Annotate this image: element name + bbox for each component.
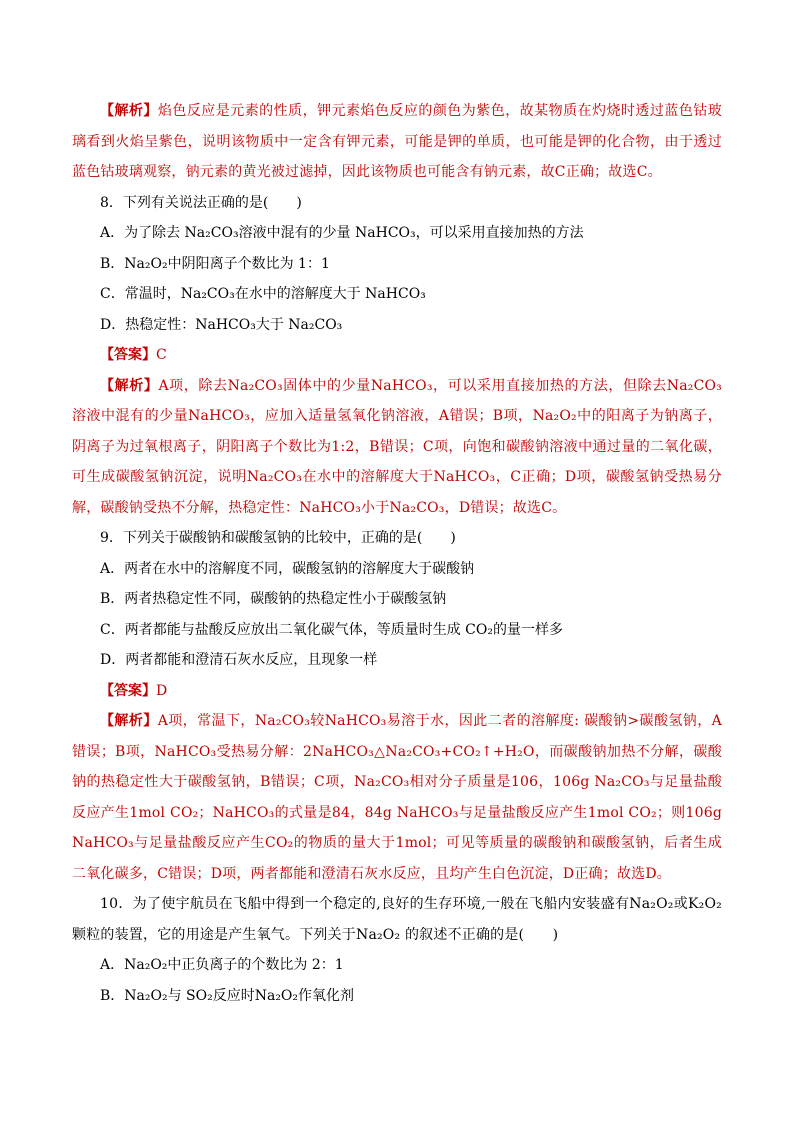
question-8-option-a: A．为了除去 Na₂CO₃溶液中混有的少量 NaHCO₃，可以采用直接加热的方法 — [100, 225, 584, 241]
question-9-option-d: D．两者都能和澄清石灰水反应，且现象一样 — [100, 652, 378, 668]
question-8-option-b: B．Na₂O₂中阴阳离子个数比为 1：1 — [100, 255, 330, 272]
analysis-q9 — [72, 706, 722, 889]
analysis-text: A项，常温下，Na₂CO₃较NaHCO₃易溶于水，因此二者的溶解度: 碳酸钠>碳酸氢钠，A错误；B项，NaHCO₃受热易分解：2NaHCO₃△Na₂CO₃+CO₂↑+H₂O，而碳酸钠加热不分解，碳酸钠的热稳定性大于碳酸氢钠，B错误；C项，Na₂CO₃相对分子质量是106，106g Na₂CO₃与足量盐酸反应产生1mol CO₂；NaHCO₃的式量是84，84g NaHCO₃与足量盐酸反应产生1mol CO₂；则106g NaHCO₃与足量盐酸反应产生CO₂的物质的量大于1mol；可见等质量的碳酸钠和碳酸氢钠，后者生成二氧化碳多，C错误；D项，两者都能和澄清石灰水反应，且均产生白色沉淀，D正确；故选D。 — [72, 713, 722, 882]
question-8-option-d: D．热稳定性：NaHCO₃大于 Na₂CO₃ — [100, 316, 343, 333]
question-9-option-c: C．两者都能与盐酸反应放出二氧化碳气体，等质量时生成 CO₂的量一样多 — [100, 621, 563, 638]
answer-q8 — [72, 340, 722, 371]
answer-q9 — [72, 676, 722, 707]
question-8-option-c: C．常温时，Na₂CO₃在水中的溶解度大于 NaHCO₃ — [100, 286, 426, 302]
answer-value: D — [156, 682, 168, 699]
analysis-tag: 【解析】 — [100, 713, 158, 729]
question-9-option-a: A．两者在水中的溶解度不同，碳酸氢钠的溶解度大于碳酸钠 — [100, 560, 475, 577]
answer-tag: 【答案】 — [100, 682, 156, 699]
question-10-stem: 10．为了使宇航员在飞船中得到一个稳定的,良好的生存环境,一般在飞船内安装盛有Na₂O₂或K₂O₂颗粒的装置，它的用途是产生氧气。下列关于Na₂O₂ 的叙述不正确的是( ) — [72, 896, 722, 943]
answer-tag: 【答案】 — [100, 347, 156, 363]
question-9-option-b: B．两者热稳定性不同，碳酸钠的热稳定性小于碳酸氢钠 — [100, 591, 447, 607]
analysis-q7 — [72, 96, 722, 188]
analysis-text: A项，除去Na₂CO₃固体中的少量NaHCO₃，可以采用直接加热的方法，但除去Na₂CO₃溶液中混有的少量NaHCO₃，应加入适量氢氧化钠溶液，A错误；B项，Na₂O₂中的阳离子为钠离子，阴离子为过氧根离子，阴阳离子个数比为1:2，B错误；C项，向饱和碳酸钠溶液中通过量的二氧化碳，可生成碳酸氢钠沉淀，说明Na₂CO₃在水中的溶解度大于NaHCO₃，C正确；D项，碳酸氢钠受热易分解，碳酸钠受热不分解，热稳定性：NaHCO₃小于Na₂CO₃，D错误；故选C。 — [72, 377, 722, 516]
analysis-q8 — [72, 371, 722, 524]
answer-value: C — [156, 347, 167, 363]
analysis-text: 焰色反应是元素的性质，钾元素焰色反应的颜色为紫色，故某物质在灼烧时透过蓝色钴玻璃看到火焰呈紫色，说明该物质中一定含有钾元素，可能是钾的单质，也可能是钾的化合物，由于透过蓝色钴玻璃观察，钠元素的黄光被过滤掉，因此该物质也可能含有钠元素，故C正确；故选C。 — [72, 103, 722, 180]
question-10-option-b: B．Na₂O₂与 SO₂反应时Na₂O₂作氧化剂 — [100, 987, 355, 1004]
question-8-stem: 8．下列有关说法正确的是( ) — [100, 194, 302, 211]
document-body — [72, 96, 722, 1011]
analysis-tag: 【解析】 — [100, 103, 158, 119]
analysis-tag: 【解析】 — [100, 377, 159, 394]
question-10-option-a: A．Na₂O₂中正负离子的个数比为 2：1 — [100, 957, 344, 973]
question-9-stem: 9．下列关于碳酸钠和碳酸氢钠的比较中，正确的是( ) — [100, 530, 456, 546]
